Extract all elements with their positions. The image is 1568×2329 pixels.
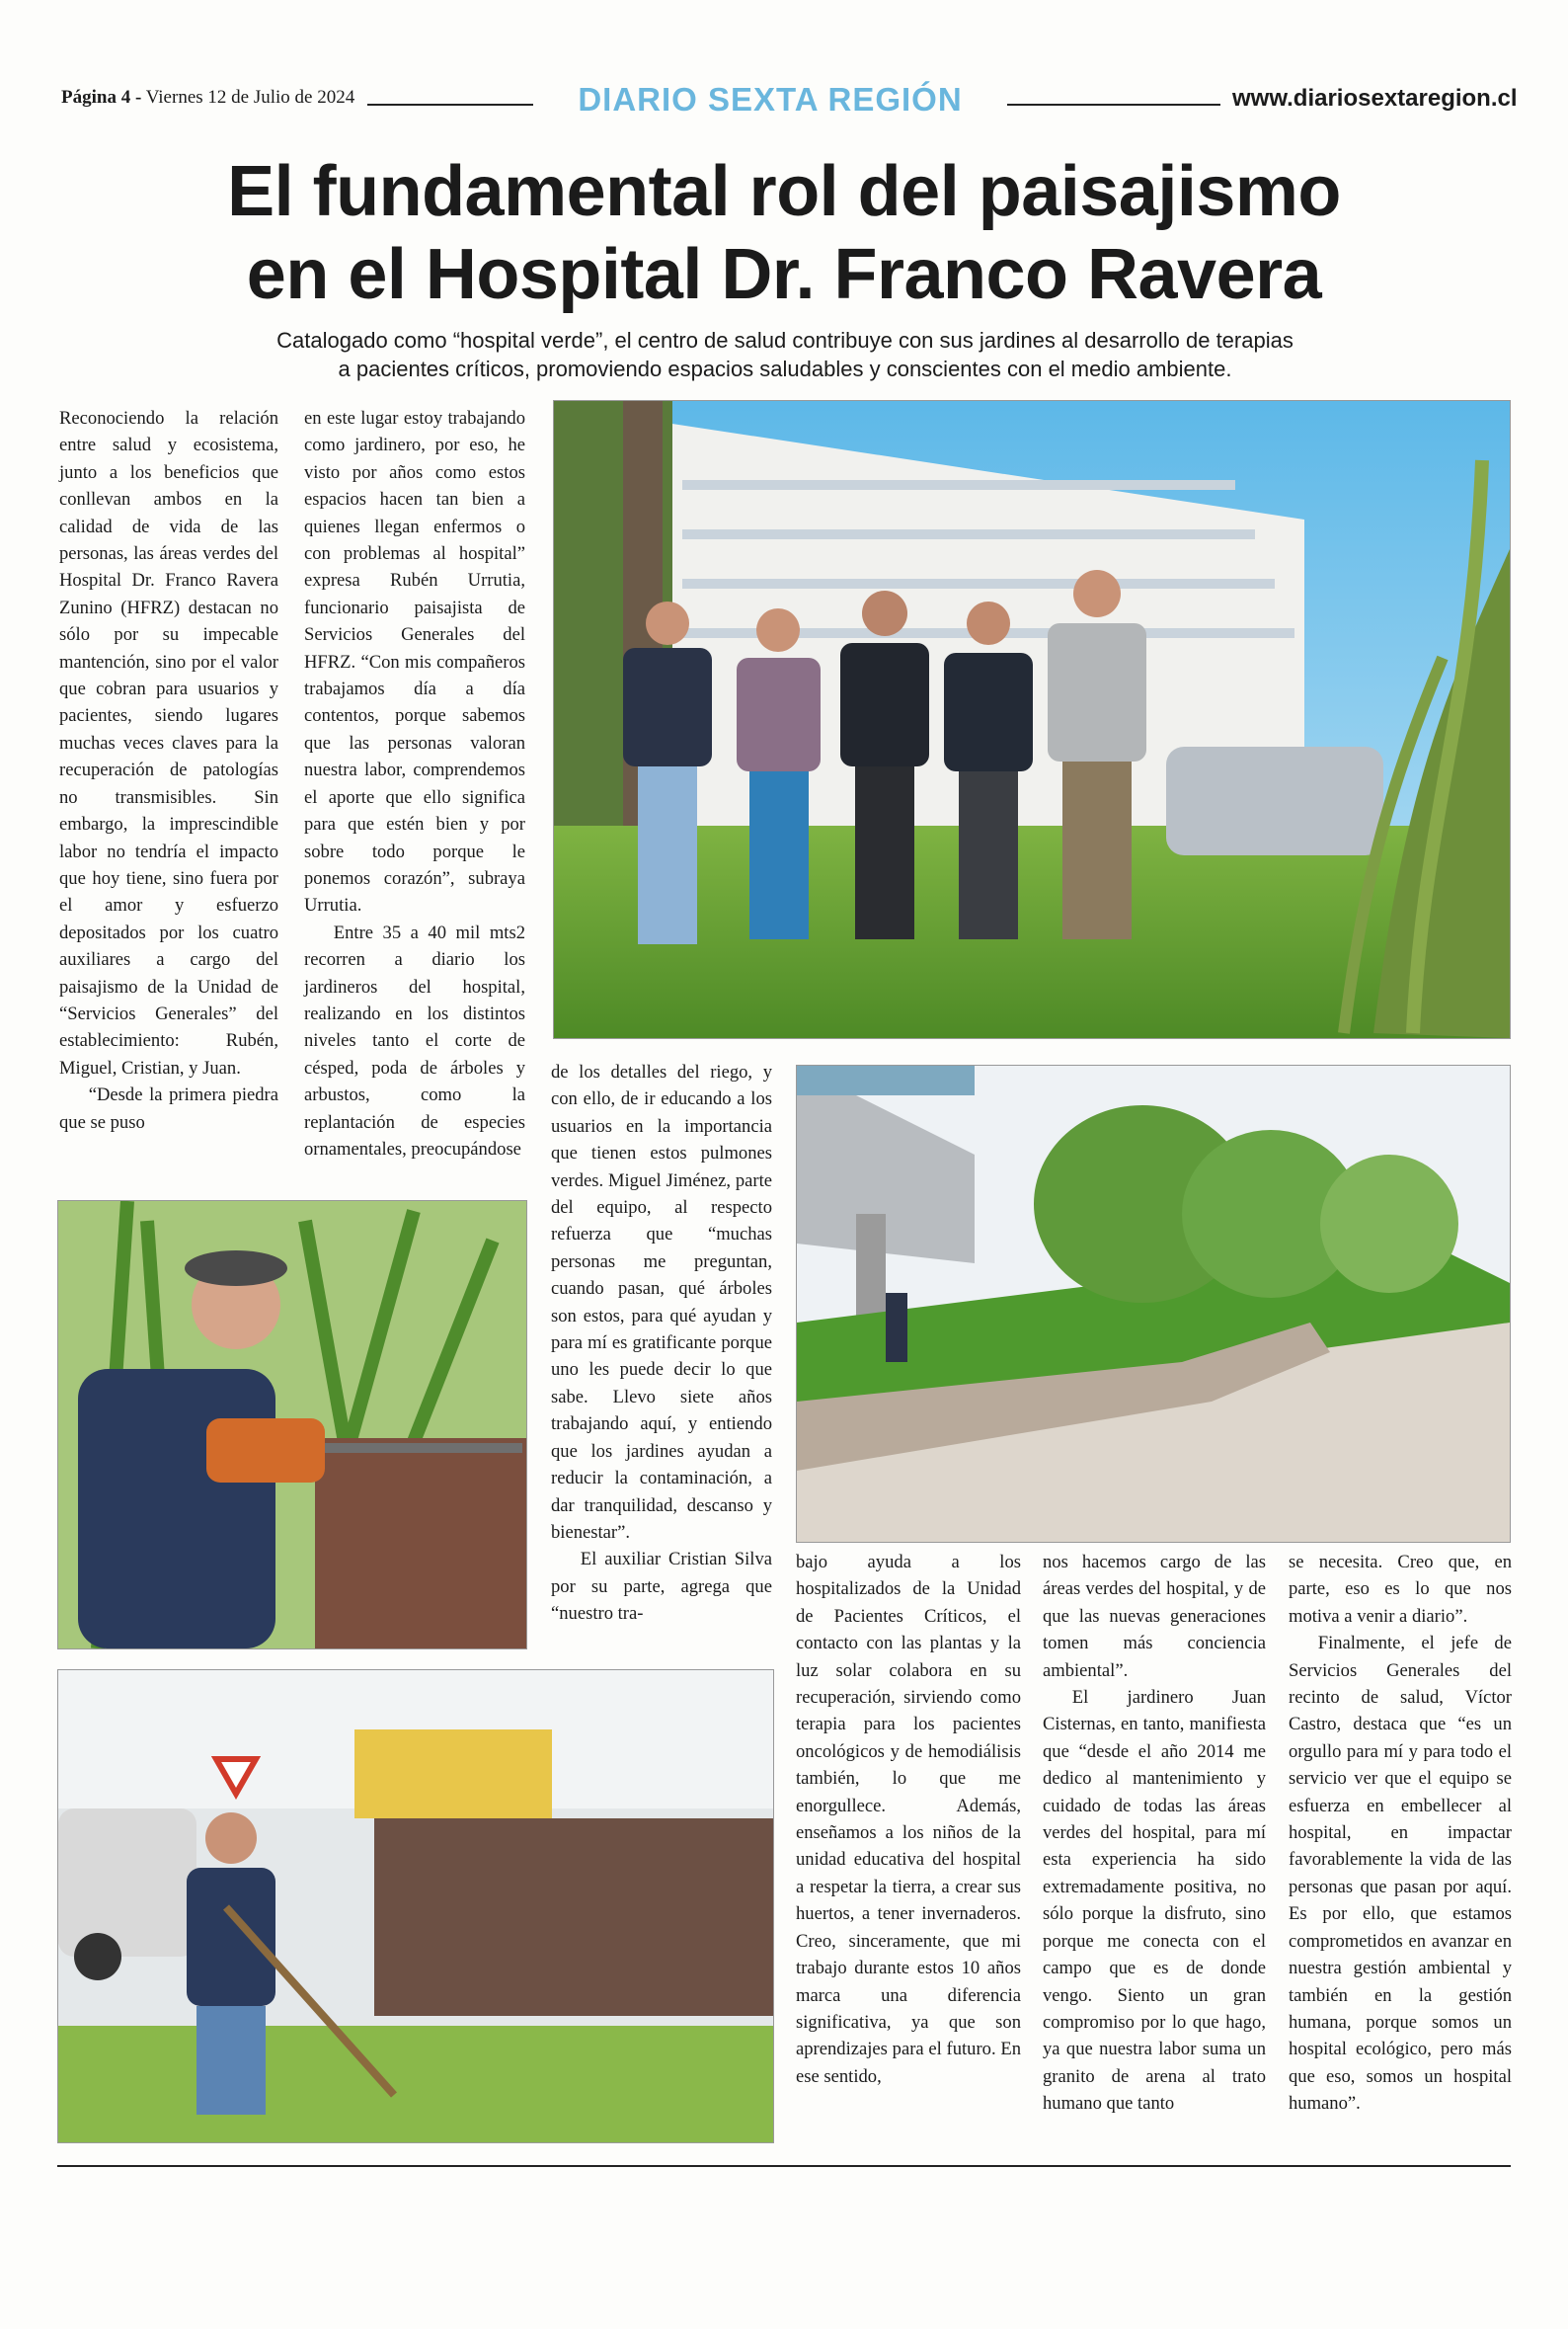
page-date-label	[61, 87, 354, 109]
header-rule-right	[1007, 104, 1220, 106]
deck-line-1: Catalogado como “hospital verde”, el centro de salud contribuye con sus jardines al desarrollo de terapias	[276, 328, 1294, 353]
paragraph: El auxiliar Cristian Silva por su parte, agrega que “nuestro tra-	[551, 1549, 772, 1625]
article-deck	[257, 326, 1313, 383]
photo-hospital-walkway	[796, 1065, 1511, 1543]
walkway-illustration	[797, 1066, 1510, 1542]
paragraph: “Desde la primera piedra que se puso	[59, 1084, 278, 1133]
column-2	[304, 405, 525, 1163]
photo-hedge-trimming	[57, 1200, 527, 1649]
masthead: DIARIO SEXTA REGIÓN	[578, 81, 963, 118]
paragraph: de los detalles del riego, y con ello, de ir educando a los usuarios en la importancia que tienen estos pulmones verdes. Miguel Jiménez, parte del equipo, al respecto refuerza que “muchas personas me preguntan, cuando pasan, qué árboles son estos, para qué ayudan y para mí es gratificante porque uno les puede decir lo que sabe. Llevo siete años trabajando aquí, y entiendo que los jardines ayudan a reducir la contaminación, a dar tranquilidad, descanso y bienestar”.	[551, 1062, 772, 1543]
issue-date: Viernes 12 de Julio de 2024	[145, 87, 355, 108]
photo-raking	[57, 1669, 774, 2143]
bottom-rule	[57, 2165, 1511, 2167]
headline-line-2: en el Hospital Dr. Franco Ravera	[246, 235, 1322, 314]
deck-line-2: a pacientes críticos, promoviendo espacios saludables y conscientes con el medio ambiente.	[338, 357, 1232, 381]
column-6	[1289, 1549, 1512, 2118]
article-headline	[59, 150, 1509, 316]
hedge-trimming-illustration	[58, 1201, 526, 1648]
team-photo-illustration	[554, 401, 1510, 1038]
paragraph: bajo ayuda a los hospitalizados de la Unidad de Pacientes Críticos, el contacto con las plantas y la luz solar colabora en su recuperación, sirviendo como terapia para los pacientes oncológicos y de hemodiálisis también, lo que me enorgullece. Además, enseñamos a los niños de la unidad educativa del hospital a respetar la tierra, a crear sus huertos, a tener invernaderos. Creo, sinceramente, que mi trabajo durante estos 10 años marca una diferencia significativa, ya que son aprendizajes para el futuro. En ese sentido,	[796, 1552, 1021, 2087]
paragraph: en este lugar estoy trabajando como jardinero, por eso, he visto por años como estos espacios hacen tan bien a quienes llegan enfermos o con problemas al hospital” expresa Rubén Urrutia, funcionario paisajista de Servicios Generales del HFRZ. “Con mis compañeros trabajamos día a día contentos, porque sabemos que las personas valoran nuestra labor, comprendemos el aporte que ello significa para que estén bien y por sobre todo porque le ponemos corazón”, subraya Urrutia.	[304, 408, 525, 917]
paragraph: nos hacemos cargo de las áreas verdes del hospital, y de que las nuevas generaciones tomen más conciencia ambiental”.	[1043, 1552, 1266, 1681]
paragraph: El jardinero Juan Cisternas, en tanto, manifiesta que “desde el año 2014 me dedico al mantenimiento y cuidado de todas las áreas verdes del hospital, para mí esta experiencia ha sido extremadamente positiva, no sólo porque la disfruto, sino porque me conecta con el campo que es de donde vengo. Siento un gran compromiso por lo que hago, ya que nuestra labor suma un granito de arena al trato humano que tanto	[1043, 1687, 1266, 2115]
column-3	[551, 1059, 772, 1628]
raking-illustration	[58, 1670, 773, 2142]
header-rule-left	[367, 104, 533, 106]
paragraph: Finalmente, el jefe de Servicios Generales del recinto de salud, Víctor Castro, destaca que “es un orgullo para mí y para todo el servicio ver que el equipo se esfuerza en embellecer al hospital, en impactar favorablemente la vida de las personas que pasan por aquí. Es por ello, que estamos comprometidos en avanzar en nuestra gestión ambiental y también en la gestión humana, porque somos un hospital ecológico, pero más que eso, somos un hospital humano”.	[1289, 1633, 1512, 2115]
photo-gardeners-team	[553, 400, 1511, 1039]
paragraph: Reconociendo la relación entre salud y ecosistema, junto a los beneficios que conllevan ambos en la calidad de vida de las personas, las áreas verdes del Hospital Dr. Franco Ravera Zunino (HFRZ) destacan no sólo por su impecable mantención, sino por el valor que cobran para usuarios y pacientes, siendo lugares muchas veces claves para la recuperación de patologías no transmisibles. Sin embargo, la imprescindible labor no tendría el impacto que hoy tiene, sino fuera por el amor y esfuerzo depositados por los cuatro auxiliares a cargo del paisajismo de la Unidad de “Servicios Generales” del establecimiento: Rubén, Miguel, Cristian, y Juan.	[59, 408, 278, 1079]
paragraph: se necesita. Creo que, en parte, eso es lo que nos motiva a venir a diario”.	[1289, 1552, 1512, 1627]
page-number: Página 4 -	[61, 87, 142, 108]
site-url[interactable]: www.diariosextaregion.cl	[1232, 85, 1518, 112]
column-5	[1043, 1549, 1266, 2118]
headline-line-1: El fundamental rol del paisajismo	[227, 152, 1341, 231]
column-4	[796, 1549, 1021, 2090]
column-1	[59, 405, 278, 1136]
paragraph: Entre 35 a 40 mil mts2 recorren a diario los jardineros del hospital, realizando en los distintos niveles tanto el corte de césped, poda de árboles y arbustos, como la replantación de especies ornamentales, preocupándose	[304, 922, 525, 1160]
